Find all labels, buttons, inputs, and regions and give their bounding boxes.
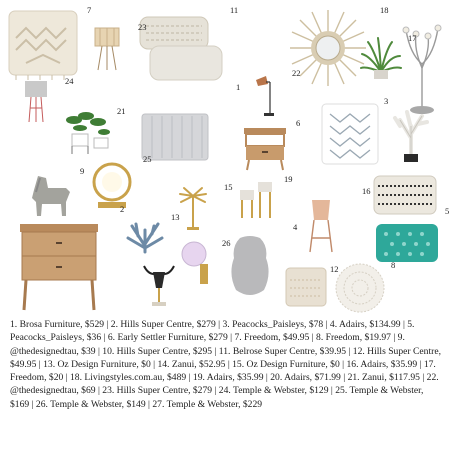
label-6: 6: [296, 118, 301, 128]
candelabra-image: [400, 24, 444, 116]
striped-lumbar-cushion-image: [372, 174, 438, 216]
copper-desk-lamp-image: [252, 74, 276, 118]
label-4: 4: [293, 222, 298, 232]
macrame-cushion-image: [6, 8, 80, 80]
geometric-cushion-image: [320, 102, 380, 166]
round-crochet-cushion-image: [334, 262, 386, 314]
sheepskin-rug-image: [226, 234, 274, 300]
label-17: 17: [408, 33, 417, 43]
label-24: 24: [65, 76, 74, 86]
coral-sculpture-image: [392, 108, 430, 164]
drum-shade-lamp-image: [22, 80, 50, 124]
label-3: 3: [384, 96, 389, 106]
label-1: 1: [236, 82, 241, 92]
label-9: 9: [80, 166, 85, 176]
label-19: 19: [284, 174, 293, 184]
bull-skull-ornament-image: [142, 262, 176, 308]
textured-square-cushion-image: [284, 266, 328, 308]
label-16: 16: [362, 186, 371, 196]
pillow-pair-image: [136, 14, 226, 84]
blue-coral-image: [124, 220, 166, 254]
potted-plants-image: [64, 110, 114, 156]
palm-lamp-image: [178, 186, 208, 232]
label-21: 21: [117, 106, 126, 116]
horse-ornament-image: [26, 172, 74, 218]
copper-plant-stand-image: [306, 198, 336, 254]
label-5: 5: [445, 206, 450, 216]
label-7: 7: [87, 5, 92, 15]
rattan-table-lamp-image: [92, 26, 122, 72]
two-drawer-nightstand-image: [18, 222, 100, 312]
label-2: 2: [120, 204, 125, 214]
label-22: 22: [292, 68, 301, 78]
label-15: 15: [224, 182, 233, 192]
label-8: 8: [391, 260, 396, 270]
label-12: 12: [330, 264, 339, 274]
bedside-table-image: [242, 126, 288, 172]
fern-plant-image: [360, 34, 402, 80]
teal-cushion-image: [374, 222, 440, 264]
label-23: 23: [138, 22, 147, 32]
label-26: 26: [222, 238, 231, 248]
gold-ring-lamp-image: [92, 162, 132, 212]
label-13: 13: [171, 212, 180, 222]
label-11: 11: [230, 5, 239, 15]
plant-stands-image: [238, 180, 276, 220]
product-sources-caption: 1. Brosa Furniture, $529 | 2. Hills Super Centre, $279 | 3. Peacocks_Paisleys, $78 | 4. Adairs, $134.99 | 5. Peacocks_Paisleys, $36 | 6. Early Settler Furniture, $279 | 7. Freedom, $49.95 | 8. Freedom, $19.97 | 9. @thedesignedtau, $39 | 10. Hills Super Centre, $295 | 11. Belrose Super Centre, $39.95 | 12. Hills Super Centre, $49.95 | 13. Oz Design Furniture, $0 | 14. Zanui, $52.95 | 15. Oz Design Furniture, $0 | 16. Adairs, $35.99 | 17. Freedom, $20 | 18. Livingstyles.com.au, $489 | 19. Adairs, $35.99 | 20. Adairs, $71.99 | 21. Zanui, $117.95 | 22. @thedesignedtau, $69 | 23. Hills Super Centre, $279 | 24. Temple & Webster, $129 | 25. Temple & Webster, $169 | 26. Temple & Webster, $149 | 27. Temple & Webster, $229: [10, 319, 441, 410]
label-25: 25: [143, 154, 152, 164]
label-18: 18: [380, 5, 389, 15]
globe-table-lamp-image: [180, 236, 212, 286]
